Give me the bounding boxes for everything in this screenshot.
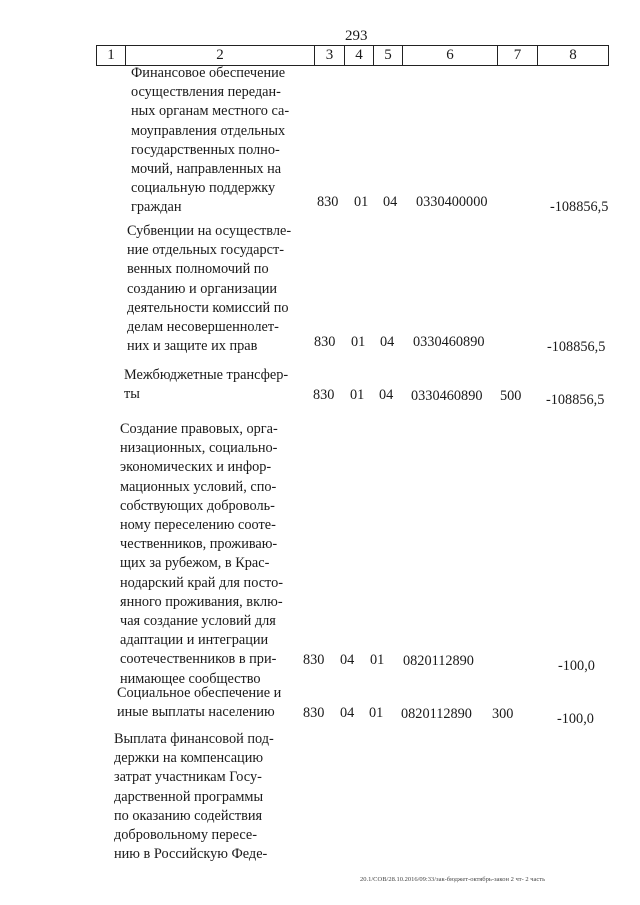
row-rz: 01 [351, 334, 366, 350]
row-name: Социальное обеспечение и иные выплаты населению [117, 685, 282, 721]
row-sum: -100,0 [557, 711, 594, 727]
row-name: Финансовое обеспечение осуществления передан- ных органам местного са- моуправления отдельных государственных полно- мочий, направленных на социальную поддержку граждан [131, 65, 290, 216]
row-ved: 830 [313, 387, 335, 403]
row-csr: 0820112890 [403, 653, 474, 669]
row-ved: 830 [317, 194, 339, 210]
row-pr: 04 [380, 334, 395, 350]
row-csr: 0330460890 [413, 334, 485, 350]
row-name: Межбюджетные трансфер- ты [124, 367, 289, 403]
row-rz: 04 [340, 705, 355, 721]
row-pr: 04 [379, 387, 394, 403]
row-pr: 01 [369, 705, 384, 721]
row-pr: 04 [383, 194, 398, 210]
row-csr: 0820112890 [401, 706, 472, 722]
header-col-6: 6 [403, 46, 498, 66]
header-col-1: 1 [97, 46, 126, 66]
row-pr: 01 [370, 652, 385, 668]
row-sum: -108856,5 [550, 199, 609, 215]
header-col-3: 3 [315, 46, 345, 66]
header-col-7: 7 [498, 46, 538, 66]
header-col-4: 4 [345, 46, 374, 66]
footer-note: 20.1/СОВ/28.10.2016/09:33/зак-бюджет-октябрь-закон 2 чт- 2 часть [360, 876, 546, 883]
row-name: Создание правовых, орга- низационных, социально- экономических и инфор- мационных условий, спо- собствующих доброволь- ному переселению соотe- чественников, проживаю- щих за рубежом, в Крас- нодарский край для посто- янного проживания, вклю- чая создание условий для адаптации и интеграции соотечественников в при- нимающее сообщество [120, 421, 284, 687]
header-col-8: 8 [538, 46, 609, 66]
row-rz: 01 [350, 387, 365, 403]
row-csr: 0330460890 [411, 388, 483, 404]
header-col-5: 5 [374, 46, 403, 66]
row-ved: 830 [303, 652, 325, 668]
row-sum: -108856,5 [546, 392, 605, 408]
row-csr: 0330400000 [416, 194, 488, 210]
header-col-2: 2 [126, 46, 315, 66]
row-sum: -108856,5 [547, 339, 606, 355]
row-ved: 830 [314, 334, 336, 350]
row-vr: 300 [492, 706, 514, 722]
page-number: 293 [345, 28, 368, 44]
row-rz: 01 [354, 194, 369, 210]
row-vr: 500 [500, 388, 522, 404]
table-header [96, 45, 609, 66]
row-rz: 04 [340, 652, 355, 668]
row-ved: 830 [303, 705, 325, 721]
row-sum: -100,0 [558, 658, 595, 674]
row-name: Выплата финансовой под- держки на компенсацию затрат участникам Госу- дарственной программы по оказанию содействия добровольному пересе- нию в Российскую Феде- [114, 731, 274, 863]
row-name: Субвенции на осуществле- ние отдельных государст- венных полномочий по созданию и организации деятельности комиссий по делам несовершеннолет- них и защите их прав [127, 223, 292, 355]
